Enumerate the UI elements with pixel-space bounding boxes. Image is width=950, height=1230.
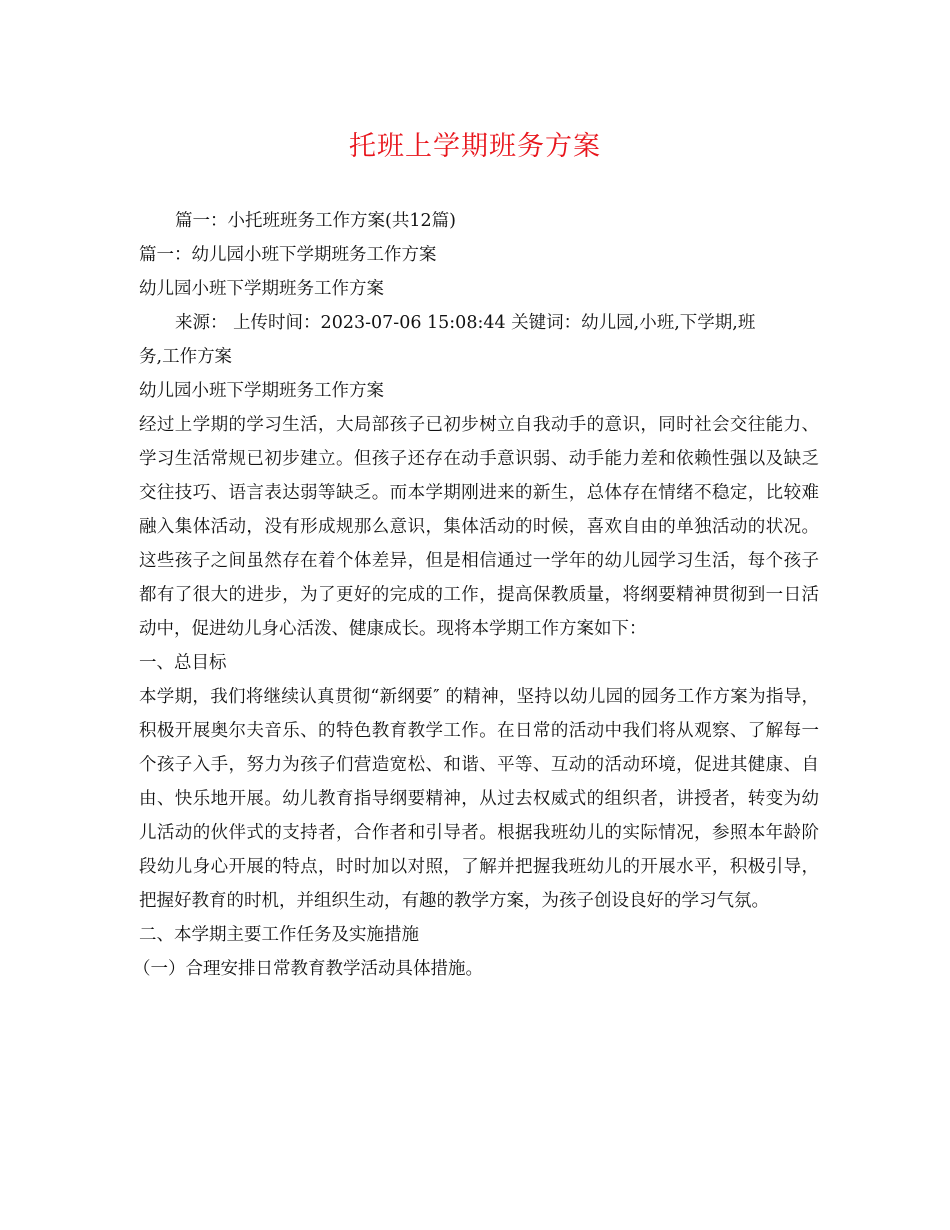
section-heading: 篇一：幼儿园小班下学期班务工作方案 — [139, 245, 437, 265]
article-title: 幼儿园小班下学期班务工作方案 — [139, 279, 384, 299]
heading-main-tasks: 二、本学期主要工作任务及实施措施 — [139, 925, 419, 945]
document-body — [133, 204, 819, 986]
meta-line: 来源： 上传时间：2023-07-06 15:08:44 关键词：幼儿园,小班,下学期,班 — [175, 313, 756, 333]
document-title: 托班上学期班务方案 — [349, 131, 601, 162]
heading-general-goal: 一、总目标 — [139, 653, 227, 673]
subheading-daily-activities: （一）合理安排日常教育教学活动具体措施。 — [133, 959, 483, 979]
article-title-repeat: 幼儿园小班下学期班务工作方案 — [139, 381, 384, 401]
intro-paragraph: 经过上学期的学习生活，大局部孩子已初步树立自我动手的意识，同时社会交往能力、学习生活常规已初步建立。但孩子还存在动手意识弱、动手能力差和依赖性强以及缺乏交往技巧、语言表达弱等缺乏。而本学期刚进来的新生，总体存在情绪不稳定，比较难融入集体活动，没有形成规那么意识，集体活动的时候，喜欢自由的单独活动的状况。这些孩子之间虽然存在着个体差异，但是相信通过一学年的幼儿园学习生活，每个孩子都有了很大的进步，为了更好的完成的工作，提高保教质量，将纲要精神贯彻到一日活动中，促进幼儿身心活泼、健康成长。现将本学期工作方案如下： — [139, 415, 819, 639]
meta-line-continued: 务,工作方案 — [139, 347, 233, 367]
subtitle-line: 篇一：小托班班务工作方案(共12篇) — [175, 211, 456, 231]
goal-paragraph: 本学期，我们将继续认真贯彻“新纲要″ 的精神，坚持以幼儿园的园务工作方案为指导，积极开展奥尔夫音乐、的特色教育教学工作。在日常的活动中我们将从观察、了解每一个孩子入手，努力为孩子们营造宽松、和谐、平等、互动的活动环境，促进其健康、自由、快乐地开展。幼儿教育指导纲要精神，从过去权威式的组织者，讲授者，转变为幼儿活动的伙伴式的支持者，合作者和引导者。根据我班幼儿的实际情况，参照本年龄阶段幼儿身心开展的特点，时时加以对照，了解并把握我班幼儿的开展水平，积极引导，把握好教育的时机，并组织生动，有趣的教学方案，为孩子创设良好的学习气氛。 — [139, 687, 819, 911]
